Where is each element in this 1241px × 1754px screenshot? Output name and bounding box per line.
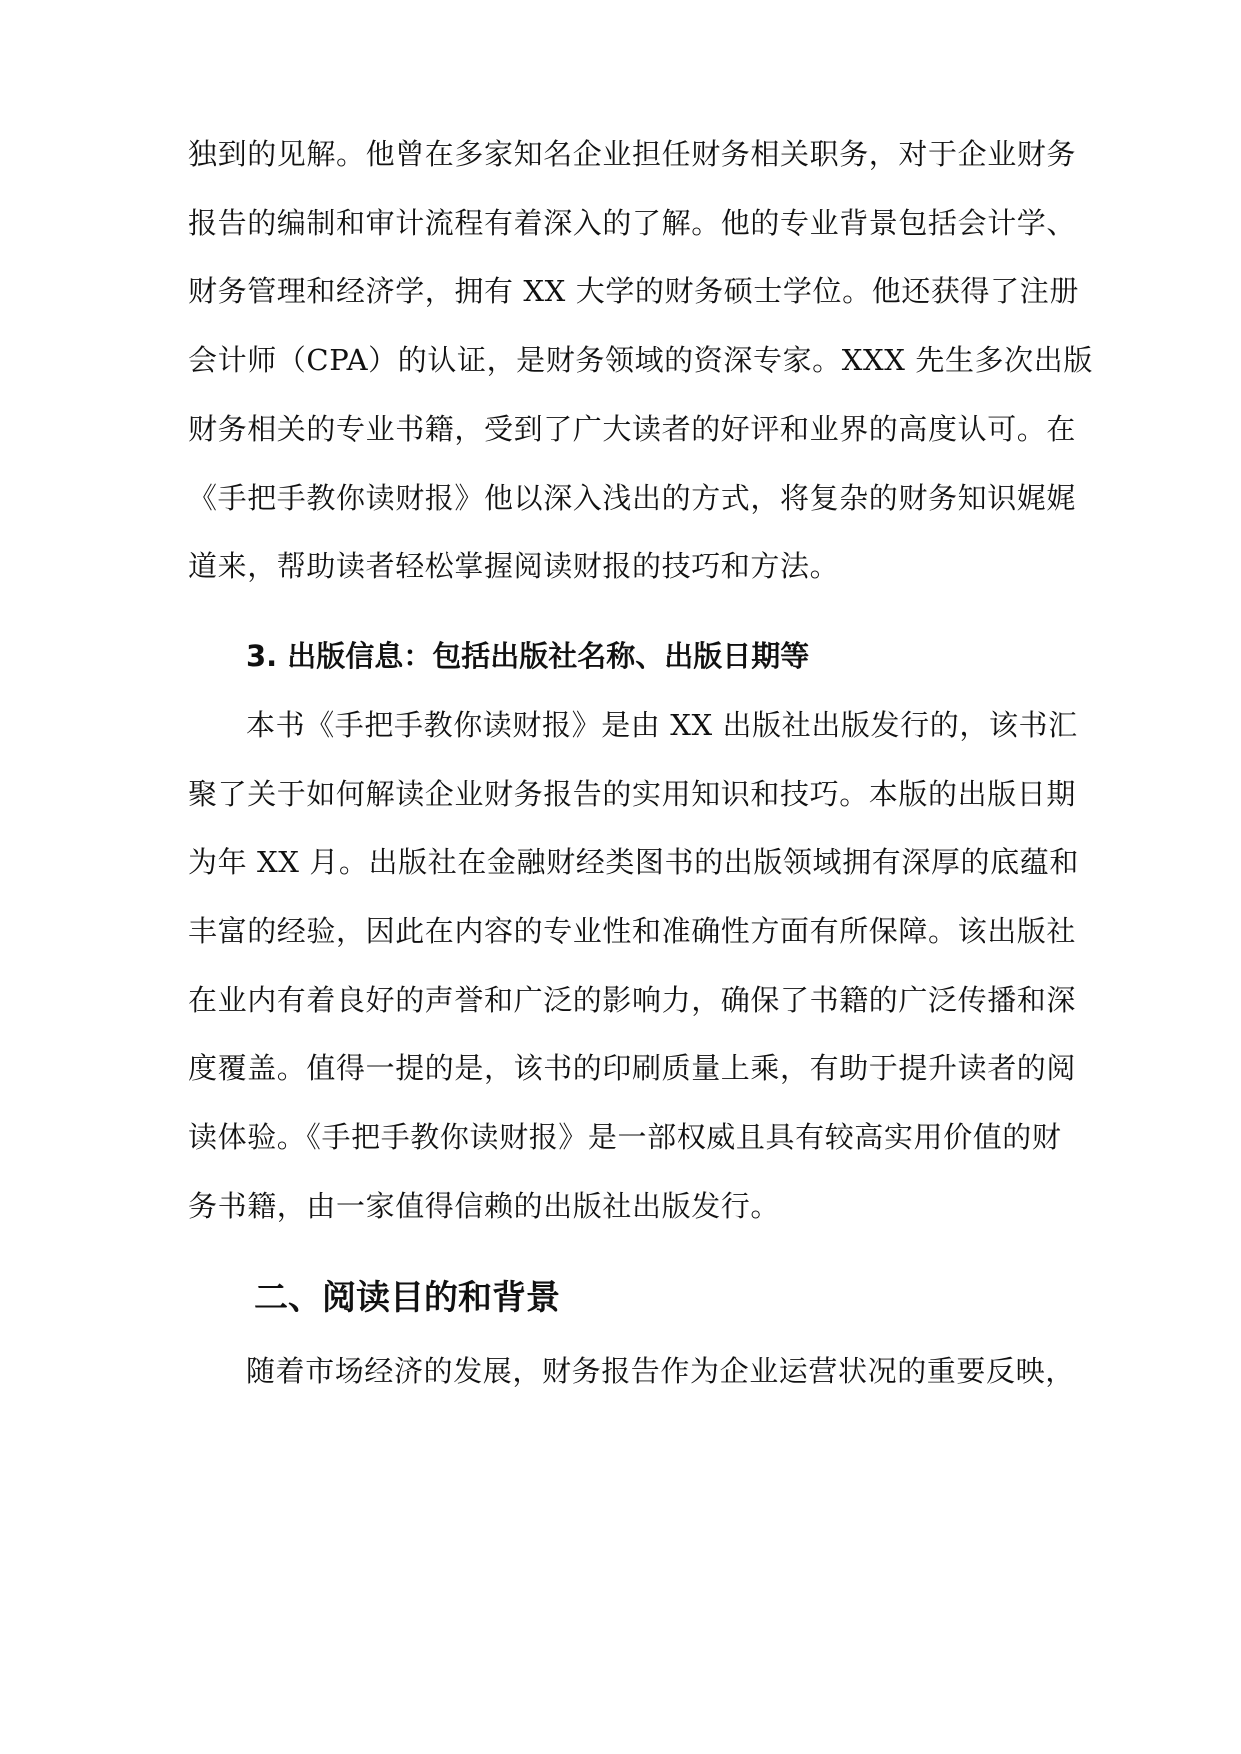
paragraph-line: 度覆盖。值得一提的是，该书的印刷质量上乘，有助于提升读者的阅 (188, 1051, 1077, 1085)
paragraph-line: 为年 XX 月。出版社在金融财经类图书的出版领域拥有深厚的底蕴和 (188, 845, 1079, 879)
paragraph-line: 报告的编制和审计流程有着深入的了解。他的专业背景包括会计学、 (188, 206, 1077, 240)
paragraph-line: 本书《手把手教你读财报》是由 XX 出版社出版发行的，该书汇 (246, 708, 1078, 742)
paragraph-line: 会计师（CPA）的认证，是财务领域的资深专家。XXX 先生多次出版 (188, 343, 1093, 377)
paragraph-line: 财务相关的专业书籍，受到了广大读者的好评和业界的高度认可。在 (188, 412, 1077, 446)
paragraph-line: 丰富的经验，因此在内容的专业性和准确性方面有所保障。该出版社 (188, 914, 1077, 948)
paragraph-line: 务书籍，由一家值得信赖的出版社出版发行。 (188, 1189, 781, 1223)
paragraph-line: 在业内有着良好的声誉和广泛的影响力，确保了书籍的广泛传播和深 (188, 983, 1077, 1017)
section-heading-publish-info: 3. 出版信息：包括出版社名称、出版日期等 (246, 639, 810, 673)
paragraph-line: 独到的见解。他曾在多家知名企业担任财务相关职务，对于企业财务 (188, 137, 1077, 171)
paragraph-line: 道来，帮助读者轻松掌握阅读财报的技巧和方法。 (188, 549, 840, 583)
paragraph-line: 聚了关于如何解读企业财务报告的实用知识和技巧。本版的出版日期 (188, 777, 1077, 811)
paragraph-line: 《手把手教你读财报》他以深入浅出的方式，将复杂的财务知识娓娓 (188, 481, 1077, 515)
paragraph-line: 随着市场经济的发展，财务报告作为企业运营状况的重要反映， (246, 1354, 1075, 1388)
paragraph-line: 读体验。《手把手教你读财报》是一部权威且具有较高实用价值的财 (188, 1120, 1062, 1154)
paragraph-line: 财务管理和经济学，拥有 XX 大学的财务硕士学位。他还获得了注册 (188, 274, 1079, 308)
chapter-heading: 二、阅读目的和背景 (254, 1278, 560, 1318)
